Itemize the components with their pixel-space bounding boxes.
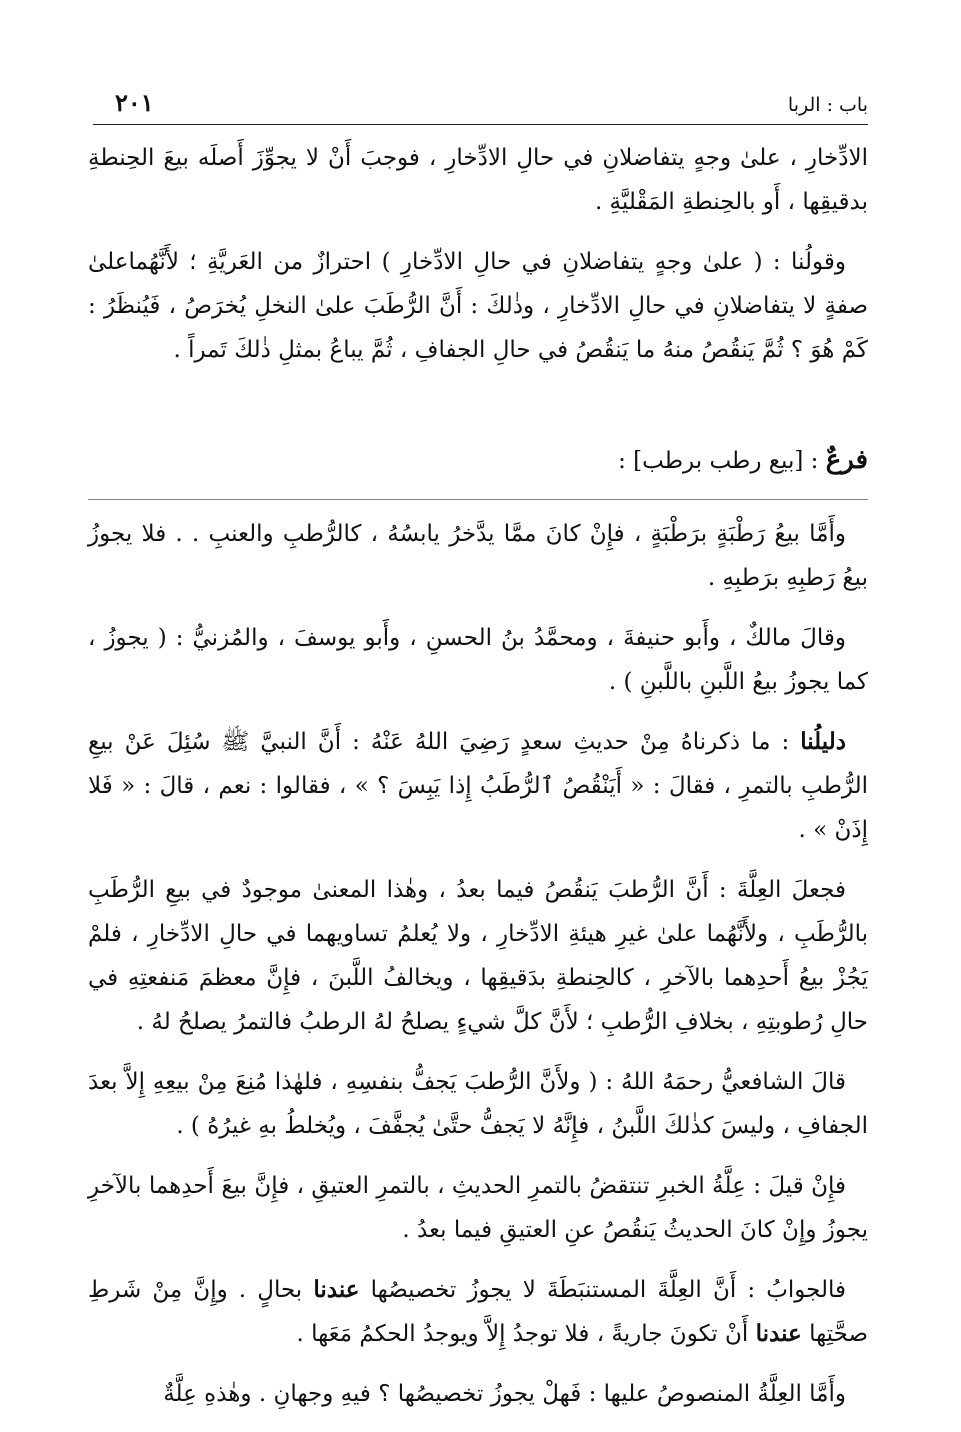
paragraph: فإِنْ قيلَ : عِلَّةُ الخبرِ تنتقضُ بالتمرِ الحديثِ ، بالتمرِ العتيقِ ، فإِنَّ بيعَ أَحدِهما بالآخرِ يجوزُ وإِنْ كانَ الحديثُ يَنقُصُ عنِ العتيقِ فيما بعدُ . [88, 1173, 868, 1243]
branch-title: : [بيع رطب برطب] : [618, 448, 819, 474]
evidence-paragraph: دليلُنا : ما ذكرناهُ مِنْ حديثِ سعدٍ رَضِيَ اللهُ عَنْهُ : أَنَّ النبيَّ ﷺ سُئِلَ عَنْ بيعِ الرُّطبِ بالتمرِ ، فقالَ : « أَيَنْقُصُ ٱلرُّطَبُ إِذا يَبِسَ ؟ » ، فقالوا : نعم ، قالَ : « فَلا إِذَنْ » . [88, 728, 868, 843]
paragraph: وأَمَّا العِلَّةُ المنصوصُ عليها : فَهلْ يجوزُ تخصيصُها ؟ فيهِ وجهانِ . وهٰذهِ عِلَّةٌ [163, 1381, 846, 1407]
answer-paragraph: فالجوابُ : أَنَّ العِلَّةَ المستنبَطَةَ لا يجوزُ تخصيصُها عندنا بحالٍ . وإِنَّ مِنْ شَرطِ صحَّتِها عندنا أَنْ تكونَ جاريةً ، فلا توجدُ إِلاَّ ويوجدُ الحكمُ مَعَها . [88, 1276, 868, 1347]
page-header [93, 86, 868, 125]
page-number: ٢٠١ [115, 88, 154, 117]
paragraph: وقالَ مالكٌ ، وأَبو حنيفةَ ، ومحمَّدُ بنُ الحسنِ ، وأَبو يوسفَ ، والمُزنيُّ : ( يجوزُ ، كما يجوزُ بيعُ اللَّبنِ باللَّبنِ ) . [88, 625, 868, 695]
section-gap [88, 388, 868, 438]
paragraph: الادِّخارِ ، علىٰ وجهٍ يتفاضلانِ في حالِ الادِّخارِ ، فوجبَ أَنْ لا يجوِّزَ أَصلَه بيعَ الحِنطةِ بدقيقِها ، أَو بالحِنطةِ المَقْليَّةِ . [88, 145, 868, 215]
page-body [88, 136, 868, 1432]
paragraph: وقولُنا : ( علىٰ وجهٍ يتفاضلانِ في حالِ الادِّخارِ ) احترازٌ من العَريَّةِ ؛ لأَنَّهُماعلىٰ صفةٍ لا يتفاضلانِ في حالِ الادِّخارِ ، وذٰلكَ : أَنَّ الرُّطَبَ علىٰ النخلِ يُخرَصُ ، فَيُنظَرُ : كَمْ هُوَ ؟ ثُمَّ يَنقُصُ منهُ ما يَنقُصُ في حالِ الجفافِ ، ثُمَّ يباعُ بمثلِ ذٰلكَ تَمراً . [88, 249, 868, 363]
paragraph: فجعلَ العِلَّةَ : أَنَّ الرُّطبَ يَنقُصُ فيما بعدُ ، وهٰذا المعنىٰ موجودٌ في بيعِ الرُّطَبِ بالرُّطَبِ ، ولأَنَّهُما علىٰ غيرِ هيئةِ الادِّخارِ ، ولا يُعلمُ تساويهما في حالِ الادِّخارِ ، فلمْ يَجُزْ بيعُ أَحدِهما بالآخرِ ، كالحِنطةِ بدَقيقِها ، ويخالفُ اللَّبنَ ، فإِنَّ معظمَ مَنفعتِهِ في حالِ رُطوبتِهِ ، بخلافِ الرُّطبِ ؛ لأَنَّ كلَّ شيءٍ يصلحُ لهُ الرطبُ فالتمرُ يصلحُ لهُ . [88, 877, 868, 1035]
branch-label: فرعٌ [825, 445, 868, 475]
answer-text-3: أَنْ تكونَ جاريةً ، فلا توجدُ إِلاَّ ويوجدُ الحكمُ مَعَها . [296, 1321, 749, 1347]
paragraph: وأَمَّا بيعُ رَطْبَةٍ برَطْبَةٍ ، فإِنْ كانَ ممَّا يدَّخرُ يابسُهُ ، كالرُّطبِ والعنبِ . . فلا يجوزُ بيعُ رَطبِهِ برَطبِهِ . [88, 521, 868, 591]
running-title: باب : الربا [787, 94, 868, 116]
answer-text-1: أَنَّ العِلَّةَ المستنبَطَةَ لا يجوزُ تخصيصُها [370, 1277, 737, 1303]
paragraph: قالَ الشافعيُّ رحمَهُ اللهُ : ( ولأَنَّ الرُّطبَ يَجفُّ بنفسِهِ ، فلهٰذا مُنِعَ مِنْ بيعِهِ إِلاَّ بعدَ الجفافِ ، وليسَ كذٰلكَ اللَّبنُ ، فإِنَّهُ لا يَجفُّ حتَّىٰ يُجفَّفَ ، ويُخلطُ بهِ غيرُهُ ) . [88, 1069, 868, 1139]
heading-divider [88, 499, 868, 500]
emphasis-indana-2: عندنا [755, 1320, 802, 1347]
emphasis-indana-1: عندنا [313, 1276, 360, 1303]
answer-text-2: بحالٍ . وإِنَّ مِنْ شَرطِ صحَّتِها [88, 1277, 868, 1347]
evidence-text: ما ذكرناهُ مِنْ حديثِ سعدٍ رَضِيَ اللهُ عَنْهُ : أَنَّ النبيَّ ﷺ سُئِلَ عَنْ بيعِ الرُّطبِ بالتمرِ ، فقالَ : « أَيَنْقُصُ ٱلرُّطَبُ إِذا يَبِسَ ؟ » ، فقالوا : نعم ، قالَ : « فَلا إِذَنْ » . [88, 729, 868, 843]
evidence-label: دليلُنا [800, 728, 846, 755]
answer-label: فالجوابُ [766, 1277, 847, 1303]
branch-heading [88, 438, 868, 483]
